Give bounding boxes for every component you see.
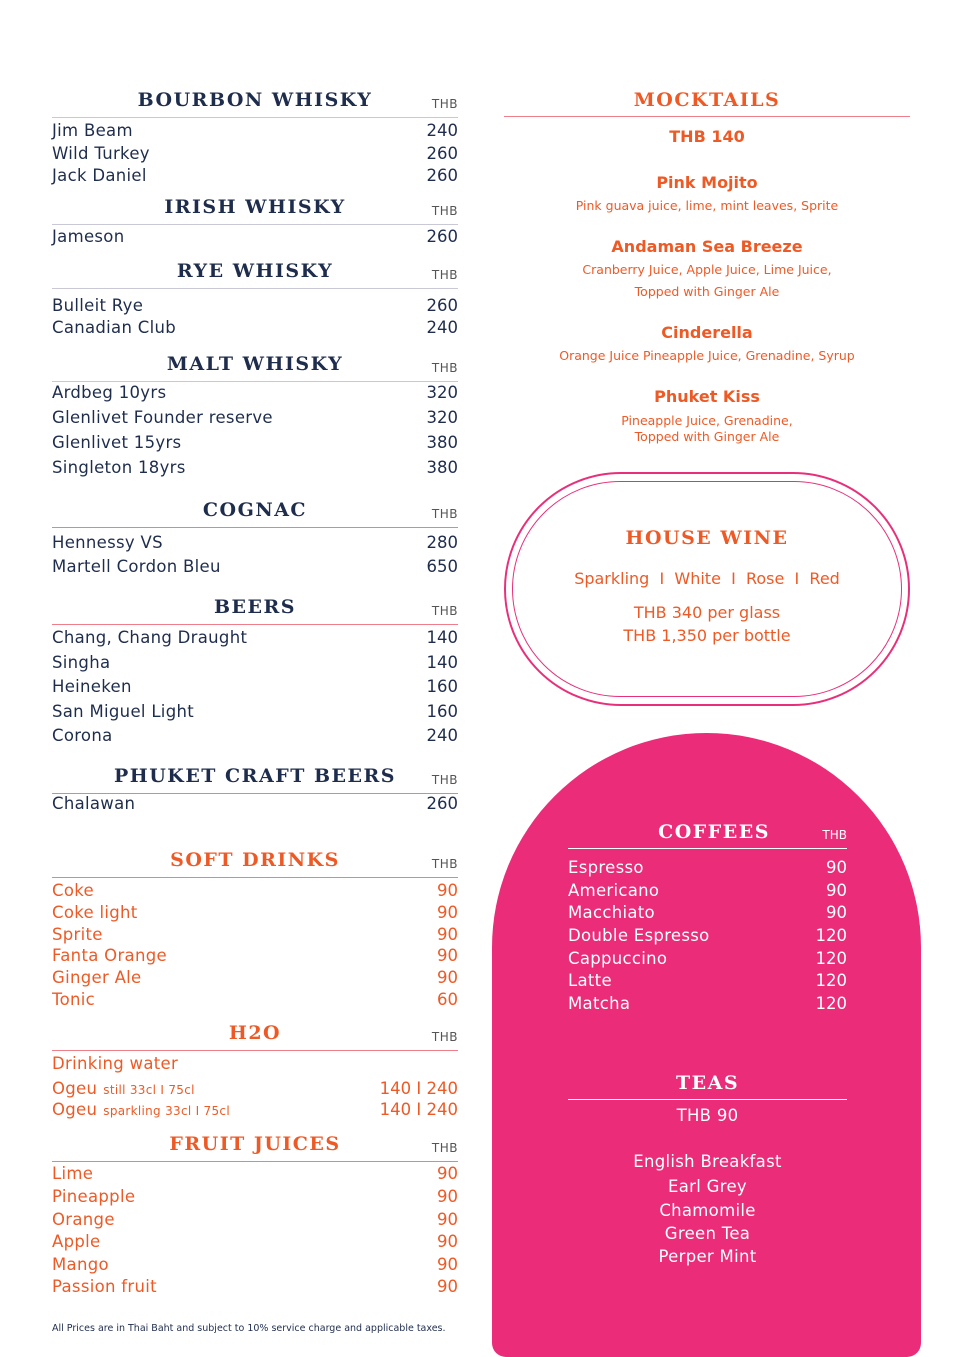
teas-header [568, 1072, 847, 1100]
soft-drinks-title: SOFT DRINKS [170, 849, 340, 871]
cognac-thb: THB [431, 507, 458, 521]
menu-row: Fanta Orange 90 [52, 946, 458, 965]
house-wine-frame-inner [512, 481, 902, 697]
menu-row: Corona 240 [52, 726, 458, 745]
mocktail-desc: Topped with Ginger Ale [634, 284, 780, 299]
rye-thb: THB [431, 268, 458, 282]
craft-beers-thb: THB [431, 773, 458, 787]
menu-row: Americano 90 [568, 881, 847, 900]
menu-row: Apple 90 [52, 1232, 458, 1251]
menu-row: Singleton 18yrs 380 [52, 458, 458, 477]
fruit-juices-header [52, 1133, 458, 1162]
mocktail-desc: Pink guava juice, lime, mint leaves, Sprite [575, 198, 839, 213]
menu-row: Jack Daniel 260 [52, 166, 458, 185]
tea-item: Perper Mint [658, 1247, 757, 1266]
h2o-thb: THB [431, 1030, 458, 1044]
menu-row: Heineken 160 [52, 677, 458, 696]
menu-row: Pineapple 90 [52, 1187, 458, 1206]
mocktail-name: Pink Mojito [656, 173, 758, 192]
fruit-juices-title: FRUIT JUICES [169, 1133, 341, 1155]
malt-thb: THB [431, 361, 458, 375]
menu-row: Matcha 120 [568, 994, 847, 1013]
house-wine-glass-price: THB 340 per glass [633, 603, 781, 622]
menu-row: Jameson 260 [52, 227, 458, 246]
menu-row: Chalawan 260 [52, 794, 458, 813]
menu-row: Cappuccino 120 [568, 949, 847, 968]
menu-row: Ogeu sparkling 33cl I 75cl 140 I 240 [52, 1100, 458, 1119]
craft-beers-header [52, 765, 458, 794]
bourbon-header [52, 89, 458, 118]
menu-row: Hennessy VS 280 [52, 533, 458, 552]
irish-thb: THB [431, 204, 458, 218]
beers-title: BEERS [213, 596, 297, 618]
soft-drinks-thb: THB [431, 857, 458, 871]
tea-item: English Breakfast [633, 1152, 782, 1171]
malt-title: MALT WHISKY [166, 353, 344, 375]
menu-row: Espresso 90 [568, 858, 847, 877]
craft-beers-title: PHUKET CRAFT BEERS [114, 765, 396, 787]
teas-price: THB 90 [676, 1106, 739, 1125]
mocktail-name: Andaman Sea Breeze [611, 237, 803, 256]
footnote: All Prices are in Thai Baht and subject to 10% service charge and applicable taxes. [52, 1323, 446, 1334]
cognac-title: COGNAC [202, 499, 308, 521]
house-wine-bottle-price: THB 1,350 per bottle [623, 626, 791, 645]
h2o-title: H2O [228, 1022, 282, 1044]
fruit-juices-thb: THB [431, 1141, 458, 1155]
menu-row: Jim Beam 240 [52, 121, 458, 140]
mocktail-desc: Cranberry Juice, Apple Juice, Lime Juice, [582, 262, 832, 277]
menu-row: Glenlivet 15yrs 380 [52, 433, 458, 452]
mocktails-title: MOCKTAILS [633, 89, 781, 111]
beers-thb: THB [431, 604, 458, 618]
mocktail-name: Phuket Kiss [654, 387, 760, 406]
menu-row: Ardbeg 10yrs 320 [52, 383, 458, 402]
menu-row: Macchiato 90 [568, 903, 847, 922]
menu-row: Glenlivet Founder reserve 320 [52, 408, 458, 427]
irish-header [52, 196, 458, 225]
coffees-header [568, 823, 847, 849]
menu-row: Chang, Chang Draught 140 [52, 628, 458, 647]
menu-row: Sprite 90 [52, 925, 458, 944]
menu-row: Ogeu still 33cl I 75cl 140 I 240 [52, 1079, 458, 1098]
menu-row: Coke 90 [52, 881, 458, 900]
menu-row: Martell Cordon Bleu 650 [52, 557, 458, 576]
menu-row: Mango 90 [52, 1255, 458, 1274]
mocktail-desc: Pineapple Juice, Grenadine, [621, 413, 793, 428]
house-wine-title: HOUSE WINE [625, 527, 789, 549]
mocktail-name: Cinderella [661, 323, 753, 342]
menu-row: Wild Turkey 260 [52, 144, 458, 163]
mocktail-desc: Orange Juice Pineapple Juice, Grenadine, Syrup [559, 348, 855, 363]
menu-row: San Miguel Light 160 [52, 702, 458, 721]
menu-row: Latte 120 [568, 971, 847, 990]
menu-row: Double Espresso 120 [568, 926, 847, 945]
tea-item: Green Tea [664, 1224, 751, 1243]
house-wine-types: Sparkling I White I Rose I Red [574, 569, 840, 588]
tea-item: Chamomile [659, 1201, 756, 1220]
rye-header [52, 260, 458, 289]
menu-row: Lime 90 [52, 1164, 458, 1183]
bourbon-thb: THB [431, 97, 458, 111]
menu-row: Bulleit Rye 260 [52, 296, 458, 315]
menu-row: Drinking water [52, 1054, 179, 1073]
mocktail-desc: Topped with Ginger Ale [634, 429, 780, 444]
h2o-header [52, 1022, 458, 1051]
mocktails-header [504, 89, 910, 117]
rye-title: RYE WHISKY [176, 260, 334, 282]
malt-header [52, 353, 458, 382]
tea-item: Earl Grey [668, 1177, 747, 1196]
coffees-thb: THB [822, 828, 847, 842]
irish-title: IRISH WHISKY [164, 196, 346, 218]
mocktails-price: THB 140 [669, 127, 745, 146]
menu-row: Singha 140 [52, 653, 458, 672]
menu-row: Coke light 90 [52, 903, 458, 922]
menu-row: Ginger Ale 90 [52, 968, 458, 987]
menu-row: Passion fruit 90 [52, 1277, 458, 1296]
menu-row: Orange 90 [52, 1210, 458, 1229]
menu-row: Canadian Club 240 [52, 318, 458, 337]
teas-title: TEAS [675, 1072, 740, 1094]
beers-header [52, 596, 458, 625]
soft-drinks-header [52, 849, 458, 878]
menu-row: Tonic 60 [52, 990, 458, 1009]
coffees-title: COFFEES [658, 821, 770, 843]
bourbon-title: BOURBON WHISKY [137, 89, 373, 111]
cognac-header [52, 499, 458, 528]
